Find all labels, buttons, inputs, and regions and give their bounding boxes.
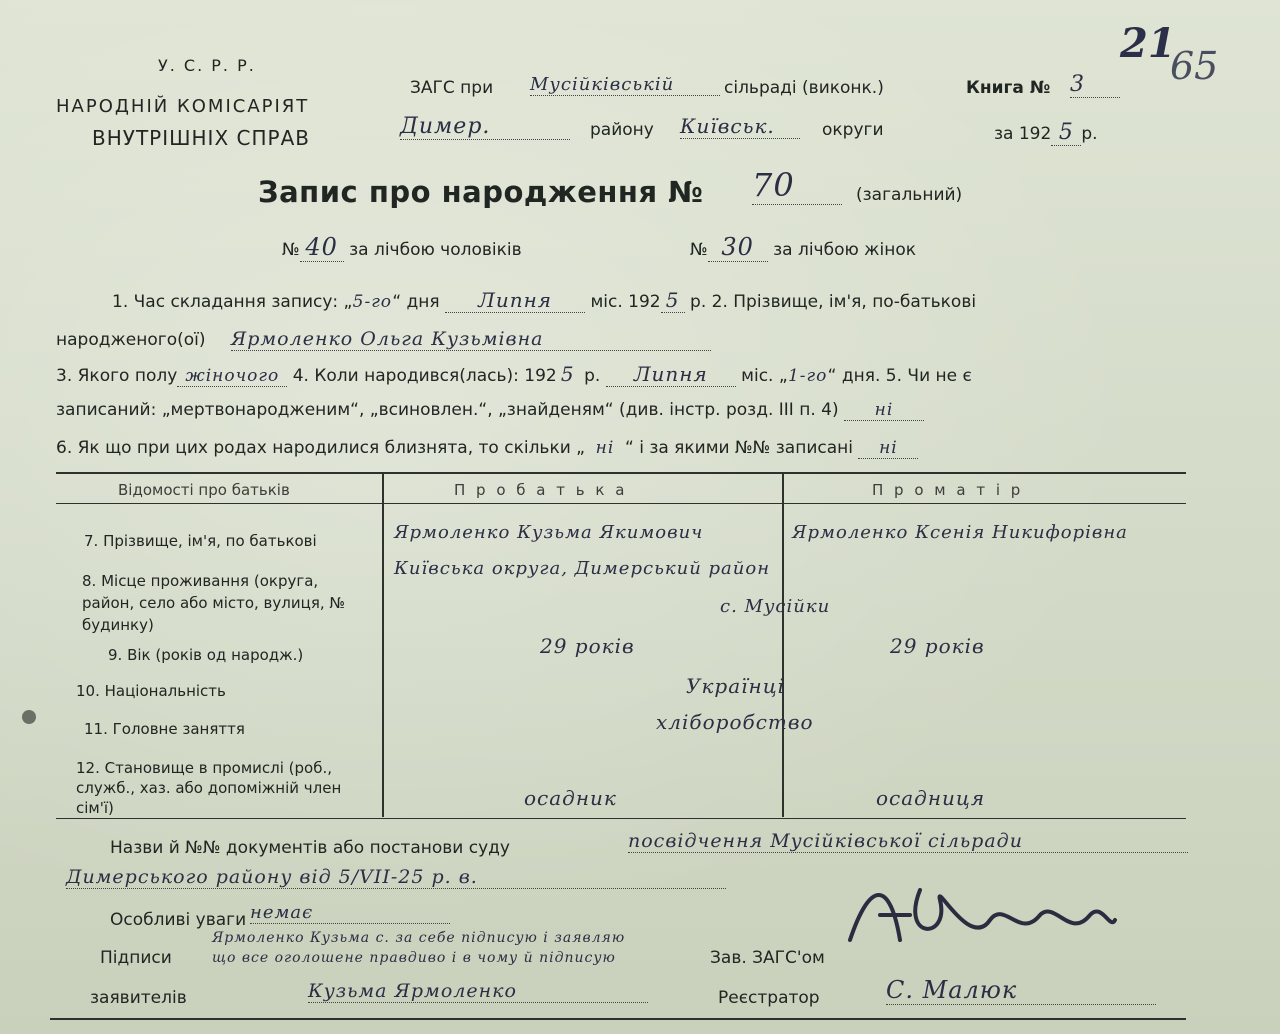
year-digit-hand: 5: [1051, 120, 1081, 146]
child-name-hand: Ярмоленко Ольга Кузьмівна: [231, 328, 711, 351]
republic-label: У. С. Р. Р.: [158, 56, 256, 75]
table-row-label-10: 10. Національність: [76, 682, 226, 700]
female-count: № 30 за лічбою жінок: [690, 233, 917, 261]
twins-count-hand: ні: [595, 438, 615, 458]
record-number-hand: 70: [752, 166, 842, 205]
okruha-label: округи: [822, 120, 884, 140]
table-header-father: П р о б а т ь к а: [454, 481, 628, 499]
book-label: Книга №: [966, 78, 1051, 98]
table-header-mother: П р о м а т і р: [872, 481, 1024, 499]
father-status-hand: осадник: [524, 786, 617, 810]
item-line-1: 1. Час складання запису: „5-го“ дня Липня міс. 192 5 р. 2. Прізвище, ім'я, по-батькові: [112, 288, 977, 312]
signer-note-hand: Ярмоленко Кузьма с. за себе підписую і заявляю: [212, 930, 626, 946]
status-hand: ні: [844, 400, 924, 421]
docs-hand-1: посвідчення Мусійківської сільради: [628, 830, 1188, 853]
record-year-hand: 5: [661, 288, 685, 313]
nationality-hand: Українці: [686, 674, 786, 698]
year-label: за 192 5 р.: [994, 120, 1098, 145]
table-row-label-12: 12. Становище в промислі (роб., служб., хаз. або допоміжній член сім'ї): [76, 759, 342, 817]
table-header-rule: [56, 503, 1186, 504]
female-number-hand: 30: [708, 233, 768, 262]
mother-name-hand: Ярмоленко Ксенія Никифорівна: [792, 522, 1128, 543]
signer-name-hand: Кузьма Ярмоленко: [308, 980, 648, 1003]
book-number-hand: 3: [1070, 72, 1120, 98]
docs-label: Назви й №№ документів або постанови суду: [110, 838, 510, 858]
twins-nums-hand: ні: [858, 438, 918, 459]
zags-village-hand: Мусійківській: [530, 74, 720, 96]
father-name-hand: Ярмоленко Кузьма Якимович: [394, 522, 704, 543]
page-bottom-rule: [50, 1018, 1186, 1020]
item-line-3: 3. Якого полу жіночого 4. Коли народився(лась): 192 5 р. Липня міс. „1-го“ дня. 5. Чи не є: [56, 362, 972, 386]
item-line-4: записаний: „мертвонародженим“, „всиновлен.“, „знайденям“ (див. інстр. розд. III п. 4) ні: [56, 400, 924, 421]
table-row-label-11: 11. Головне заняття: [84, 720, 245, 738]
signers-label: заявителів: [90, 988, 187, 1008]
item-line-5: 6. Як що при цих родах народилися близнята, то скільки „ ні “ і за якими №№ записані ні: [56, 438, 918, 459]
record-month-hand: Липня: [445, 288, 585, 313]
notes-label: Особливі уваги: [110, 910, 247, 930]
archive-number-bottom: 65: [1170, 44, 1219, 88]
record-title: Запис про народження №: [258, 175, 704, 209]
record-general: (загальний): [856, 185, 963, 205]
birth-day-hand: 1-го: [787, 366, 828, 386]
male-count: № 40 за лічбою чоловіків: [282, 233, 522, 261]
table-col-divider-2: [782, 472, 784, 817]
occupation-hand: хліборобство: [656, 710, 814, 734]
registrar-hand: С. Малюк: [886, 976, 1156, 1005]
okruha-hand: Київськ.: [680, 114, 800, 139]
registrar-label: Реєстратор: [718, 988, 820, 1008]
mother-age-hand: 29 років: [890, 634, 985, 658]
table-bottom-rule: [56, 818, 1186, 819]
birth-month-hand: Липня: [606, 362, 736, 387]
binding-hole-mark: [22, 710, 36, 724]
item-line-2: народженого(ої) Ярмоленко Ольга Кузьмівна: [56, 328, 711, 351]
signatures-label: Підписи: [100, 948, 172, 968]
record-day-hand: 5-го: [352, 292, 393, 312]
head-signature-scribble: [840, 870, 1120, 964]
sex-hand: жіночого: [177, 366, 287, 387]
father-age-hand: 29 років: [540, 634, 635, 658]
docs-hand-2: Димерського району від 5/VII-25 р. в.: [66, 866, 726, 889]
table-header-parents: Відомості про батьків: [118, 481, 290, 499]
father-residence-hand: Київська округа, Димерський район: [394, 558, 771, 579]
zags-suffix: сільраді (виконк.): [724, 78, 884, 98]
commissariat-line1: НАРОДНІЙ КОМІСАРІЯТ: [56, 96, 310, 117]
signer-note-hand-2: що все оголошене правдиво і в чому й підписую: [212, 950, 616, 966]
archive-number-top: 21: [1120, 20, 1176, 67]
table-row-label-8: 8. Місце проживання (округа, район, село або місто, вулиця, № будинку): [82, 572, 345, 634]
zags-prefix: ЗАГС при: [410, 78, 494, 98]
notes-hand: немає: [250, 902, 450, 924]
male-number-hand: 40: [300, 233, 344, 262]
table-row-label-9: 9. Вік (років од народж.): [108, 646, 304, 664]
mother-status-hand: осадниця: [876, 786, 986, 810]
birth-year-hand: 5: [560, 362, 575, 386]
commissariat-line2: ВНУТРІШНІХ СПРАВ: [92, 126, 310, 150]
table-row-label-7: 7. Прізвище, ім'я, по батькові: [84, 532, 317, 550]
mother-residence-hand: с. Мусійки: [720, 596, 831, 617]
table-top-rule: [56, 472, 1186, 474]
table-col-divider-1: [382, 472, 384, 817]
district-label: району: [590, 120, 654, 140]
district-hand: Димер.: [400, 114, 570, 140]
head-label: Зав. ЗАГС'ом: [710, 948, 825, 968]
